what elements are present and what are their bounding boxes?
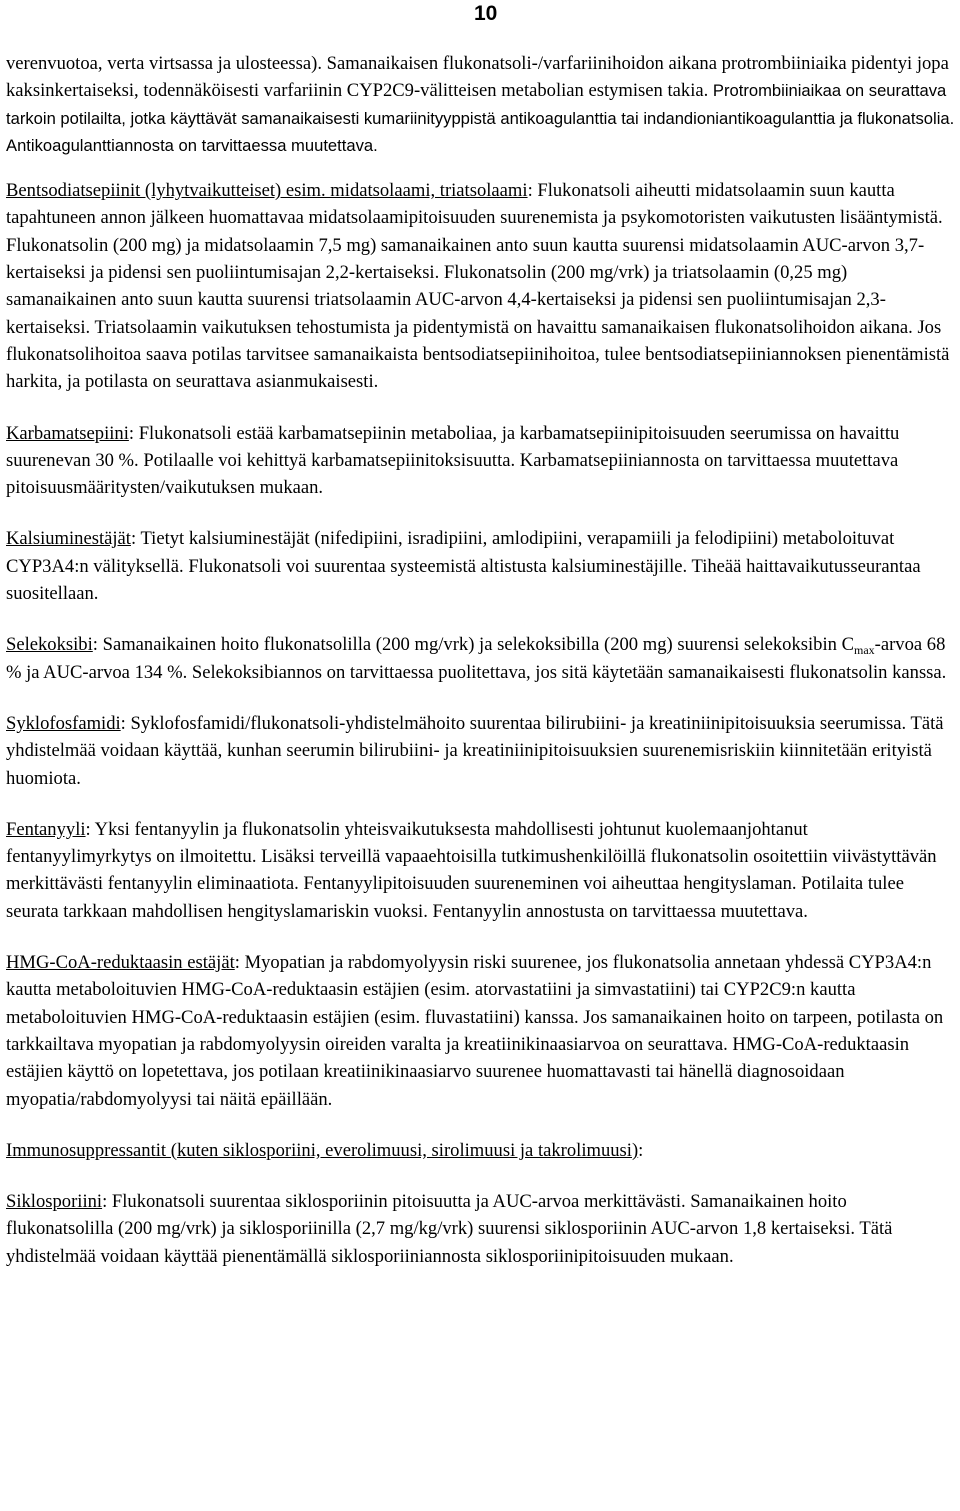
body-selekoksibi-a: Samanaikainen hoito flukonatsolilla (200 mg/vrk) ja selekoksibilla (200 mg) suurensi selekoksibin C xyxy=(97,634,854,656)
intro-text-serif: verenvuotoa, verta virtsassa ja ulosteessa). Samanaikaisen flukonatsoli-/varfariinihoidon aikana protrombiiniaika pidentyi jopa kaksinkertaiseksi, todennäköisesti varfariinin CYP2C9-välitteisen metabolian estymisen takia. xyxy=(6,53,949,102)
intro-paragraph xyxy=(6,50,958,159)
paragraph-hmg-coa xyxy=(6,949,958,1113)
paragraph-karbamatsepiini xyxy=(6,420,958,502)
heading-separator: : xyxy=(130,528,137,550)
paragraph-immunosuppressantit xyxy=(6,1137,958,1164)
heading-kalsiuminestajat: Kalsiuminestäjät xyxy=(6,528,131,550)
intro-text-sans: Protrombiiniaikaa on seurattava tarkoin potilailta, jotka käyttävät samanaikaisesti kumariinityyppistä antikoagulanttia tai indandioniantikoagulanttia ja flukonatsolia. Antikoagulanttiannosta on tarvittaessa muutettava. xyxy=(6,81,955,155)
heading-hmg-coa: HMG-CoA-reduktaasin estäjät xyxy=(6,952,235,974)
heading-karbamatsepiini: Karbamatsepiini xyxy=(6,422,129,444)
heading-separator: : xyxy=(128,422,135,444)
heading-separator: : xyxy=(120,712,126,734)
heading-syklofosfamidi: Syklofosfamidi xyxy=(6,712,121,734)
heading-separator: : xyxy=(234,952,240,974)
heading-fentanyyli: Fentanyyli xyxy=(6,818,86,840)
paragraph-kalsiuminestajat xyxy=(6,525,958,607)
heading-separator: : xyxy=(638,1139,644,1161)
subscript-max: max xyxy=(853,643,875,658)
heading-separator: : xyxy=(85,818,91,840)
document-body xyxy=(6,50,958,1270)
body-hmg-coa: Myopatian ja rabdomyolyysin riski suurenee, jos flukonatsolia annetaan yhdessä CYP3A4:n kautta metaboloituvien HMG-CoA-reduktaasin estäjien (esim. atorvastatiini ja simvastatiini) tai CYP2C9:n kautta metaboloituvien HMG-CoA-reduktaasin estäjien (esim. fluvastatiini) kanssa. Jos samanaikainen hoito on tarpeen, potilasta on tarkkailtava myopatian ja rabdomyolyysin oireiden varalta ja kreatiinikinaasiarvoa on seurattava. HMG-CoA-reduktaasin estäjien käyttö on lopetettava, jos potilaan kreatiinikinaasiarvo suurenee huomattavasti tai hänellä diagnosoidaan myopatia/rabdomyolyysi tai näitä epäillään. xyxy=(6,952,944,1110)
paragraph-syklofosfamidi xyxy=(6,710,958,792)
body-selekoksibi-b: -arvoa 68 % ja AUC-arvoa 134 %. Selekoksibiannos on tarvittaessa puolitettava, jos sitä käytetään samanaikaisesti flukonatsolin kanssa. xyxy=(6,634,947,683)
heading-immunosuppressantit: Immunosuppressantit (kuten siklosporiini, everolimuusi, sirolimuusi ja takrolimuusi) xyxy=(6,1139,639,1161)
body-karbamatsepiini: Flukonatsoli estää karbamatsepiinin metaboliaa, ja karbamatsepiinipitoisuuden seerumissa on havaittu suurenevan 30 %. Potilaalle voi kehittyä karbamatsepiinitoksisuutta. Karbamatsepiiniannosta on tarvittaessa muutettava pitoisuusmääritysten/vaikutuksen mukaan. xyxy=(6,422,900,499)
paragraph-bentsodiatsepiinit xyxy=(6,177,958,395)
page-number: 10 xyxy=(474,2,498,25)
heading-separator: : xyxy=(92,634,98,656)
heading-bentsodiatsepiinit: Bentsodiatsepiinit (lyhytvaikutteiset) esim. midatsolaami, triatsolaami xyxy=(6,180,528,202)
heading-separator: : xyxy=(527,180,533,202)
paragraph-fentanyyli xyxy=(6,816,958,925)
body-fentanyyli: Yksi fentanyylin ja flukonatsolin yhteisvaikutuksesta mahdollisesti johtunut kuolemaanjohtanut fentanyylimyrkytys on ilmoitettu. Lisäksi terveillä vapaaehtoisilla tutkimushenkilöillä flukonatsolin osoitettiin viivästyttävän merkittävästi fentanyylin eliminaatiota. Fentanyylipitoisuuden suureneminen voi aiheuttaa hengityslaman. Potilaita tulee seurata tarkkaan mahdollisen hengityslamariskin vuoksi. Fentanyylin annostusta on tarvittaessa muutettava. xyxy=(6,818,937,922)
body-kalsiuminestajat: Tietyt kalsiuminestäjät (nifedipiini, isradipiini, amlodipiini, verapamiili ja felodipiini) metaboloituvat CYP3A4:n välityksellä. Flukonatsoli voi suurentaa systeemistä altistusta kalsiuminestäjille. Tiheää haittavaikutusseurantaa suositellaan. xyxy=(6,528,921,605)
heading-selekoksibi: Selekoksibi xyxy=(6,634,93,656)
heading-separator: : xyxy=(102,1191,108,1213)
body-syklofosfamidi: Syklofosfamidi/flukonatsoli-yhdistelmähoito suurentaa bilirubiini- ja kreatiniinipitoisuuksia seerumissa. Tätä yhdistelmää voidaan käyttää, kunhan seerumin bilirubiini- ja kreatiniinipitoisuuksien suurenemisriskiin kiinnitetään erityistä huomiota. xyxy=(6,712,944,789)
body-siklosporiini: Flukonatsoli suurentaa siklosporiinin pitoisuutta ja AUC-arvoa merkittävästi. Samanaikainen hoito flukonatsolilla (200 mg/vrk) ja siklosporiinilla (2,7 mg/kg/vrk) suurensi siklosporiinin AUC-arvon 1,8 kertaiseksi. Tätä yhdistelmää voidaan käyttää pienentämällä siklosporiiniannosta siklosporiinipitoisuuden mukaan. xyxy=(6,1191,893,1267)
body-bentsodiatsepiinit: Flukonatsoli aiheutti midatsolaamin suun kautta tapahtuneen annon jälkeen huomattavaa midatsolaamipitoisuuden suurenemista ja psykomotoristen vaikutusten lisääntymistä. Flukonatsolin (200 mg) ja midatsolaamin 7,5 mg) samanaikainen anto suun kautta suurensi midatsolaamin AUC-arvon 3,7-kertaiseksi ja pidensi sen puoliintumisajan 2,2-kertaiseksi. Flukonatsolin (200 mg/vrk) ja triatsolaamin (0,25 mg) samanaikainen anto suun kautta suurensi triatsolaamin AUC-arvon 4,4-kertaiseksi ja pidensi sen puoliintumisajan 2,3-kertaiseksi. Triatsolaamin vaikutuksen tehostumista ja pidentymistä on havaittu samanaikaisen flukonatsolihoidon aikana. Jos flukonatsolihoitoa saava potilas tarvitsee samanaikaista bentsodiatsepiinihoitoa, tulee bentsodiatsepiiniannoksen pienentämistä harkita, ja potilasta on seurattava asianmukaisesti. xyxy=(6,180,950,393)
heading-siklosporiini: Siklosporiini xyxy=(6,1191,103,1213)
paragraph-selekoksibi xyxy=(6,631,958,686)
paragraph-siklosporiini xyxy=(6,1188,958,1270)
